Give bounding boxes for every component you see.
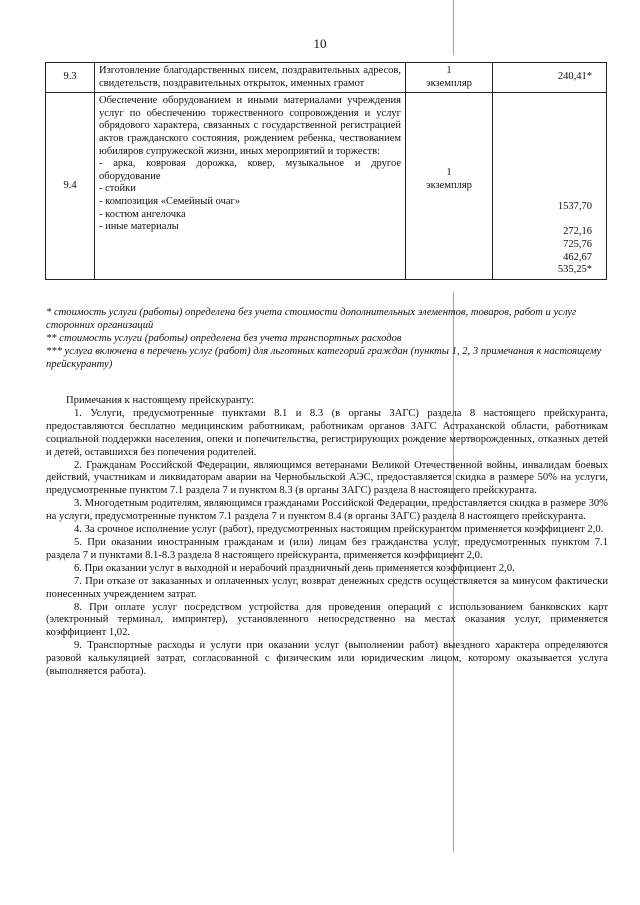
row-unit xyxy=(406,93,493,280)
note-item: 5. При оказании иностранным гражданам и (или) лицам без гражданства услуг, предусмотренных пунктом 7.1 раздела 7 и пунктами 8.1-8.3 раздела 8 настоящего прейскуранта, применяется коэффициент 2,0. xyxy=(46,536,608,561)
price-value: 535,25* xyxy=(557,264,592,276)
unit-quantity: 1 xyxy=(446,167,452,179)
row-number: 9.4 xyxy=(46,93,95,280)
description-line: Изготовление благодарственных писем, поздравительных адресов, свидетельств, поздравительных открыток, именных грамот xyxy=(99,65,401,89)
table-row xyxy=(46,93,607,280)
note-item: 4. За срочное исполнение услуг (работ), предусмотренных настоящим прейскурантом применяется коэффициент 2,0. xyxy=(74,524,604,536)
unit-label: экземпляр xyxy=(426,179,472,191)
note-item: 2. Гражданам Российской Федерации, являющимся ветеранами Великой Отечественной войны, инвалидам боевых действий, участникам и ликвидаторам аварии на Чернобыльской АЭС, предоставляется скидка в размере 50% на услуги, предусмотренные пунктом 7.1 раздела 7 и пунктом 8.3 (в органы ЗАГС) раздела 8 настоящего прейскуранта. xyxy=(46,459,608,497)
footnote: *** услуга включена в перечень услуг (работ) для льготных категорий граждан (пункты 1, 2, 3 примечания к настоящему прейскуранту) xyxy=(46,346,602,370)
description-line: - композиция «Семейный очаг» xyxy=(99,195,241,207)
price-value: 240,41* xyxy=(557,71,592,83)
row-price xyxy=(493,93,607,280)
row-number: 9.3 xyxy=(46,63,95,93)
unit-label: экземпляр xyxy=(426,77,472,89)
note-item: 1. Услуги, предусмотренные пунктами 8.1 и 8.3 (в органы ЗАГС) раздела 8 настоящего прейскуранта, предоставляются бесплатно медицинским работникам, работникам органов ЗАГС Астраханской области, работникам социальной поддержки населения, опеки и попечительства, регистрирующих рождение мертворожденных, отказных детей и детей, оставшихся без попечения родителей. xyxy=(46,407,608,458)
row-unit xyxy=(406,63,493,93)
row-description xyxy=(95,93,406,280)
footnote: ** стоимость услуги (работы) определена без учета транспортных расходов xyxy=(46,333,402,344)
row-description xyxy=(95,63,406,93)
note-item: 9. Транспортные расходы и услуги при оказании услуг (выполнении работ) выездного характера определяются разовой калькуляцией затрат, согласованной с физическим или юридическим лицом, которому оказывается услуга (выполняется работа). xyxy=(46,640,608,678)
footnotes xyxy=(46,306,612,371)
scan-line xyxy=(453,0,454,55)
notes-header: Примечания к настоящему прейскуранту: xyxy=(66,395,255,406)
description-line: - иные материалы xyxy=(99,221,179,233)
price-value: 272,16 xyxy=(563,226,592,238)
description-line: Обеспечение оборудованием и иными материалами учреждения услуг по обеспечению торжественного сопровождения и услуг обрядового характера, связанных с государственной регистрацией актов гражданского состояния, рождением ребенка, чествованием юбиляров супружеской жизни, иных мероприятий и торжеств: xyxy=(99,95,401,157)
page-number: 10 xyxy=(313,36,327,51)
description-line: - арка, ковровая дорожка, ковер, музыкальное и другое оборудование xyxy=(99,158,401,182)
notes-section xyxy=(46,395,608,679)
price-value: 462,67 xyxy=(563,251,592,263)
note-item: 6. При оказании услуг в выходной и нерабочий праздничный день применяется коэффициент 2,0. xyxy=(74,562,515,574)
note-item: 8. При оплате услуг посредством устройства для проведения операций с использованием банковских карт (электронный терминал, импринтер), установленного непосредственно на местах оказания услуг, применяется коэффициент 1,02. xyxy=(46,601,608,639)
price-value: 1537,70 xyxy=(557,201,592,213)
description-line: - костюм ангелочка xyxy=(99,208,186,220)
note-item: 3. Многодетным родителям, являющимся гражданами Российской Федерации, предоставляется скидка в размере 30% на услуги, предусмотренные пунктом 7.1 раздела 7 и пунктом 8.4 (в органы ЗАГС) раздела 8 настоящего прейскуранта. xyxy=(46,498,608,523)
footnote: * стоимость услуги (работы) определена без учета стоимости дополнительных элементов, товаров, работ и услуг сторонних организаций xyxy=(46,307,577,331)
price-table xyxy=(45,62,607,280)
note-item: 7. При отказе от заказанных и оплаченных услуг, возврат денежных средств осуществляется за минусом фактически понесенных учреждением затрат. xyxy=(46,575,608,600)
description-line: - стойки xyxy=(99,183,136,195)
row-price xyxy=(493,63,607,93)
price-value: 725,76 xyxy=(563,238,592,250)
unit-quantity: 1 xyxy=(446,65,452,76)
table-row xyxy=(46,63,607,93)
